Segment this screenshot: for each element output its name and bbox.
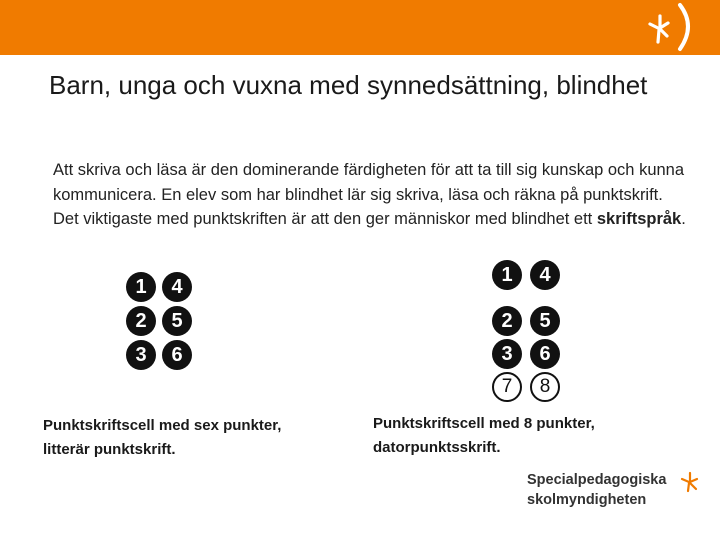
braille-dot-3: 3 — [126, 340, 156, 370]
caption-line: datorpunktsskrift. — [373, 439, 501, 456]
braille-dot-6: 6 — [162, 340, 192, 370]
braille-dot-3: 3 — [492, 339, 522, 369]
braille-dot-1: 1 — [126, 272, 156, 302]
caption-eight-dot-cell — [373, 412, 673, 460]
braille-cell-six-dots — [126, 272, 196, 372]
header-bar — [0, 0, 720, 55]
star-burst-icon — [620, 2, 700, 52]
braille-dot-4: 4 — [162, 272, 192, 302]
body-text-end: . — [681, 210, 686, 228]
braille-dot-5: 5 — [162, 306, 192, 336]
star-burst-icon — [678, 470, 702, 494]
braille-dot-5: 5 — [530, 306, 560, 336]
caption-line: Punktskriftscell med 8 punkter, — [373, 415, 595, 432]
braille-dot-7: 7 — [492, 372, 522, 402]
caption-line: litterär punktskrift. — [43, 441, 176, 458]
page-title: Barn, unga och vuxna med synnedsättning, blindhet — [49, 70, 648, 100]
caption-six-dot-cell — [43, 414, 343, 462]
braille-dot-1: 1 — [492, 260, 522, 290]
braille-dot-4: 4 — [530, 260, 560, 290]
braille-cell-eight-dots — [492, 260, 564, 400]
logo-text-line1: Specialpedagogiska — [527, 472, 667, 488]
organization-logo — [527, 468, 702, 518]
braille-dot-8: 8 — [530, 372, 560, 402]
braille-dot-2: 2 — [492, 306, 522, 336]
logo-text-line2: skolmyndigheten — [527, 492, 647, 508]
caption-line: Punktskriftscell med sex punkter, — [43, 417, 282, 434]
braille-dot-2: 2 — [126, 306, 156, 336]
body-text-bold: skriftspråk — [596, 210, 682, 228]
body-text-start: Att skriva och läsa är den dominerande färdigheten för att ta till sig kunskap och kunna kommunicera. En elev som har blindhet lär sig skriva, läsa och räkna på punktskrift. Det viktigaste med punktskriften är att den ger människor med blindhet ett — [53, 161, 685, 228]
braille-dot-6: 6 — [530, 339, 560, 369]
body-paragraph — [53, 158, 693, 232]
